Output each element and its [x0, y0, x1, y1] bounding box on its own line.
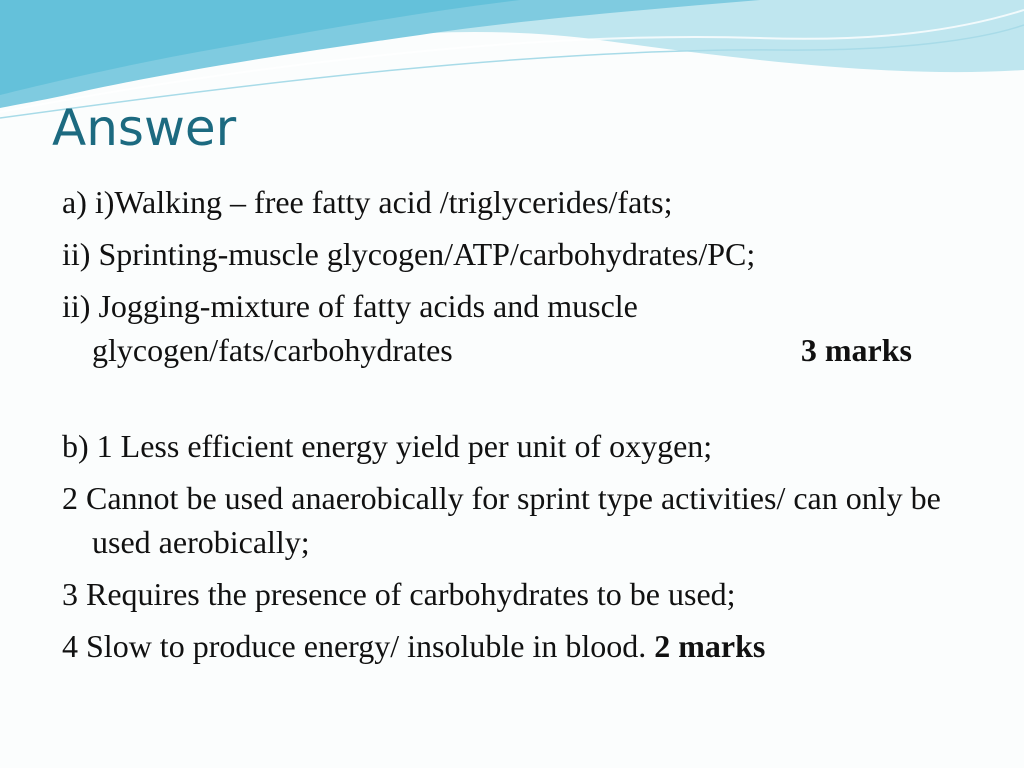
answer-a-line-3-text: ii) Jogging-mixture of fatty acids and muscle glycogen/fats/carbohydrates	[62, 288, 638, 368]
part-b-marks: 2 marks	[654, 628, 766, 664]
answer-b-line-3: 3 Requires the presence of carbohydrates to be used;	[62, 576, 736, 612]
answer-a-line-2: ii) Sprinting-muscle glycogen/ATP/carbohydrates/PC;	[62, 236, 756, 272]
answer-body	[62, 180, 962, 676]
answer-b-line-2: 2 Cannot be used anaerobically for sprint type activities/ can only be used aerobically;	[62, 480, 941, 560]
slide-title: Answer	[52, 99, 237, 157]
part-a-marks: 3 marks	[800, 332, 912, 368]
answer-b-line-4-text: 4 Slow to produce energy/ insoluble in blood.	[62, 628, 647, 664]
answer-b-line-4	[62, 624, 962, 668]
answer-a-line-1: a) i)Walking – free fatty acid /triglycerides/fats;	[62, 184, 673, 220]
answer-b-line-1: b) 1 Less efficient energy yield per unit of oxygen;	[62, 428, 713, 464]
answer-a-line-3	[62, 284, 962, 372]
